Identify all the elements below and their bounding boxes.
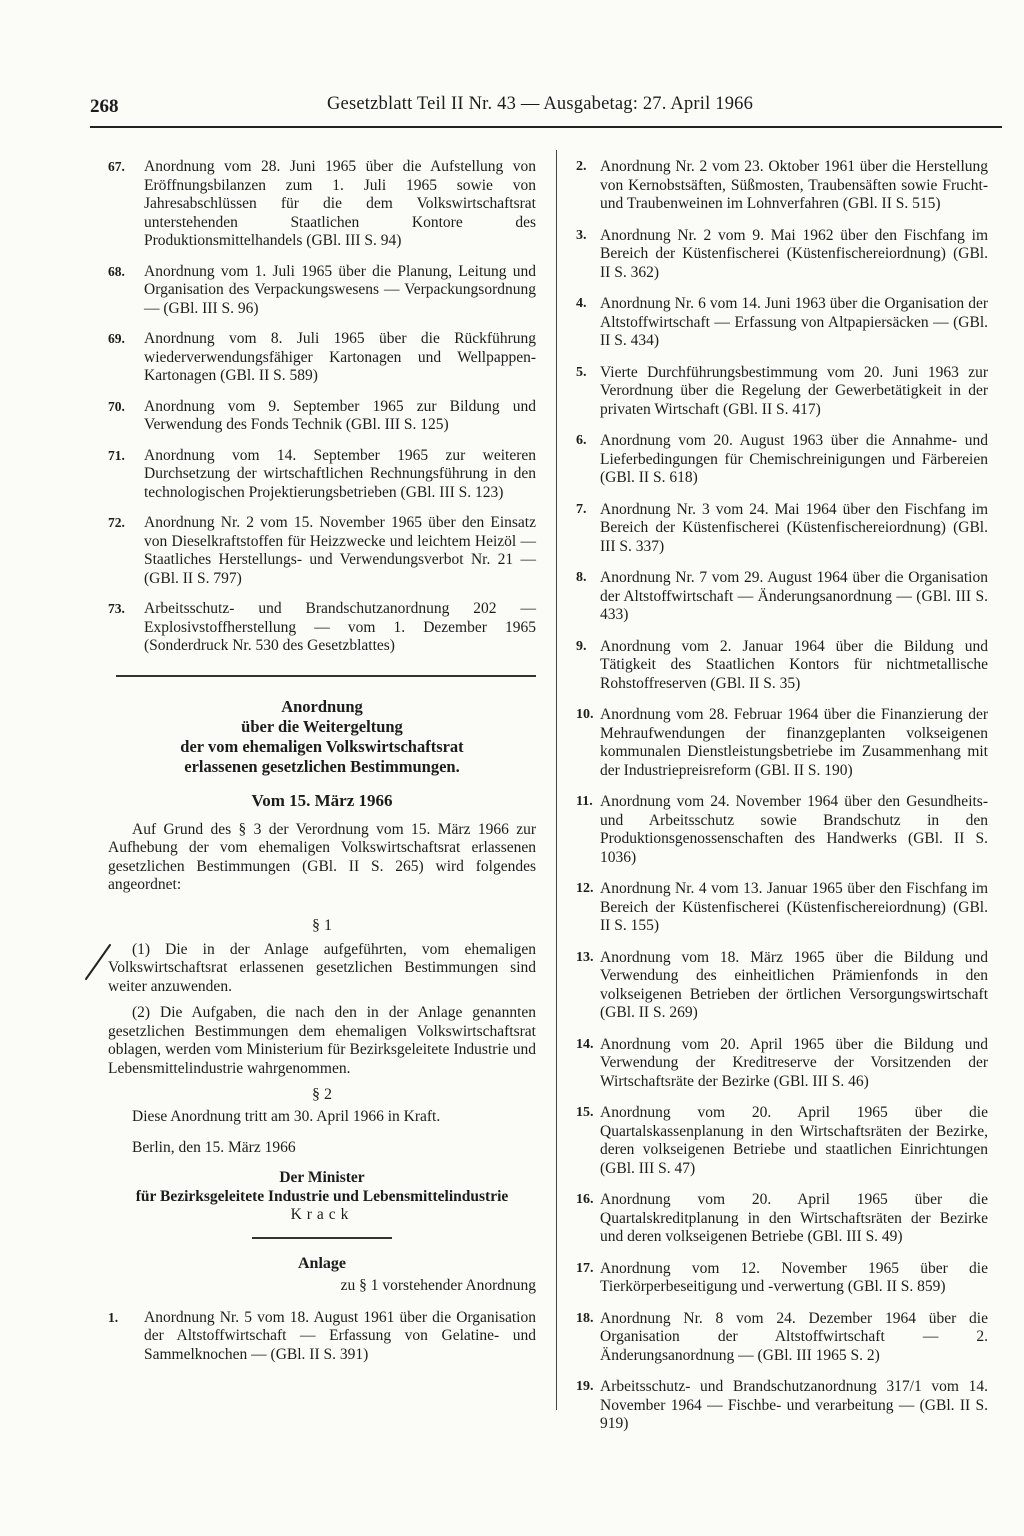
item-text: Anordnung vom 20. April 1965 über die Quartalskreditplanung in den Wirtschaftsräten der Bezirke und deren volkseigenen Betriebe (GBl. III S. 49) (600, 1191, 988, 1245)
section-heading: § 2 (312, 1086, 332, 1103)
item-text: Anordnung Nr. 8 vom 24. Dezember 1964 über die Organisation der Altstoffwirtschaft — 2. Änderungsanordnung — (GBl. III 1965 S. 2) (600, 1309, 988, 1364)
item-number: 17. (576, 1260, 594, 1276)
item-number: 14. (576, 1036, 594, 1052)
item-text: Anordnung vom 24. November 1964 über den Gesundheits- und Arbeitsschutz sowie Brandschutz in den Produktionsgenossenschaften des Handwerks (GBl. II S. 1036) (600, 793, 988, 866)
item-number: 12. (576, 881, 594, 896)
section1-paragraph1: (1) Die in der Anlage aufgeführten, vom ehemaligen Volkswirtschaftsrat erlassenen gesetzlichen Bestimmungen sind weiter anzuwenden. (108, 940, 536, 995)
list-item (108, 263, 536, 319)
item-text: Anordnung vom 28. Juni 1965 über die Aufstellung von Eröffnungsbilanzen zum 1. Juli 1965 sowie von Jahresabschlüssen für die dem Volkswirtschaftsrat unterstehenden Staatlichen Kontore des Produktionsmittelhandels (GBl. III S. 94) (144, 158, 536, 249)
column-divider (556, 150, 557, 1410)
item-number: 7. (576, 501, 587, 517)
item-number: 71. (108, 447, 125, 463)
item-number: 5. (576, 364, 587, 380)
list-item (576, 364, 988, 420)
list-item (576, 1378, 988, 1434)
list-item (576, 1036, 988, 1092)
section2-text: Diese Anordnung tritt am 30. April 1966 in Kraft. (132, 1108, 441, 1125)
item-text: Anordnung vom 1. Juli 1965 über die Planung, Leitung und Organisation des Verpackungswesens — Verpackungsordnung — (GBl. III S. 96) (144, 262, 536, 317)
item-text: Anordnung Nr. 2 vom 15. November 1965 über den Einsatz von Dieselkraftstoffen für Heizzwecke und leichtem Heizöl — Staatliches Herstellungs- und Verwendungsverbot Nr. 21 — (GBl. II S. 797) (144, 514, 536, 587)
item-number: 18. (576, 1310, 594, 1326)
list-item (576, 227, 988, 283)
section1-paragraph2: (2) Die Aufgaben, die nach den in der Anlage genannten gesetzlichen Bestimmungen dem ehemaligen Volkswirtschaftsrat oblagen, werden vom Ministerium für Bezirksgeleitete Industrie und Lebensmittelindustrie wahrgenommen. (108, 1004, 536, 1077)
list-item (576, 158, 988, 214)
decree-preamble: Auf Grund des § 3 der Verordnung vom 15. März 1966 zur Aufhebung der vom ehemaligen Volkswirtschaftsrat erlassenen gesetzlichen Bestimmungen (GBl. II S. 265) wird folgendes angeordnet: (108, 820, 536, 893)
item-text: Anordnung Nr. 5 vom 18. August 1961 über die Organisation der Altstoffwirtschaft — Erfassung von Gelatine- und Sammelknochen — (GBl. II S. 391) (144, 1308, 536, 1363)
item-number: 72. (108, 515, 125, 530)
item-text: Arbeitsschutz- und Brandschutzanordnung 202 — Explosivstoffherstellung — vom 1. Dezember 1965 (Sonderdruck Nr. 530 des Gesetzblattes) (144, 600, 536, 654)
anlage-title: Anlage (298, 1254, 346, 1272)
decree-title-line: der vom ehemaligen Volkswirtschaftsrat (180, 736, 464, 756)
list-item (576, 949, 988, 1023)
signature-block (108, 1169, 536, 1225)
signature-ministry: für Bezirksgeleitete Industrie und Lebensmittelindustrie (135, 1187, 509, 1205)
list-item (576, 880, 988, 936)
list-item (108, 447, 536, 503)
item-number: 2. (576, 159, 587, 174)
item-text: Anordnung vom 9. September 1965 zur Bildung und Verwendung des Fonds Technik (GBl. III S. 125) (144, 397, 536, 433)
item-number: 9. (576, 638, 587, 654)
left-column (108, 158, 536, 1376)
item-number: 11. (576, 794, 593, 809)
anlage-subtitle: zu § 1 vorstehender Anordnung (340, 1276, 536, 1294)
short-rule (252, 1237, 392, 1239)
item-text: Anordnung Nr. 4 vom 13. Januar 1965 über den Fischfang im Bereich der Küstenfischerei (Küstenfischereiordnung) (GBl. II S. 155) (600, 880, 988, 934)
item-number: 8. (576, 570, 587, 585)
list-item (576, 1310, 988, 1366)
item-text: Anordnung Nr. 2 vom 9. Mai 1962 über den Fischfang im Bereich der Küstenfischerei (Küstenfischereiordnung) (GBl. II S. 362) (600, 226, 988, 281)
item-number: 67. (108, 159, 125, 174)
list-item (108, 158, 536, 251)
list-item (576, 295, 988, 351)
item-number: 15. (576, 1105, 594, 1120)
item-text: Arbeitsschutz- und Brandschutzanordnung 317/1 vom 14. November 1964 — Fischbe- und verarbeitung — (GBl. II S. 919) (600, 1378, 988, 1432)
list-item (576, 1104, 988, 1178)
decree-title-line: über die Weitergeltung (241, 716, 403, 736)
decree-title-line: Anordnung (281, 696, 363, 716)
section-separator (116, 675, 536, 677)
list-item (576, 793, 988, 867)
item-number: 73. (108, 601, 125, 616)
list-item (576, 638, 988, 694)
item-text: Anordnung Nr. 3 vom 24. Mai 1964 über den Fischfang im Bereich der Küstenfischerei (Küstenfischereiordnung) (GBl. III S. 337) (600, 500, 988, 555)
signature-name: Krack (290, 1206, 354, 1223)
item-number: 68. (108, 263, 125, 279)
item-text: Anordnung vom 18. März 1965 über die Bildung und Verwendung des einheitlichen Prämienfonds in den volkseigenen Betrieben der örtlichen Versorgungswirtschaft (GBl. II S. 269) (600, 948, 988, 1021)
item-number: 16. (576, 1192, 594, 1207)
list-item (576, 569, 988, 625)
item-text: Anordnung vom 2. Januar 1964 über die Bildung und Tätigkeit des Staatlichen Kontors für nichtmetallische Rohstoffreserven (GBl. II S. 35) (600, 637, 988, 692)
item-text: Anordnung Nr. 2 vom 23. Oktober 1961 über die Herstellung von Kernobstsäften, Süßmosten, Traubensäften sowie Frucht- und Traubenweinen im Lohnverfahren (GBl. II S. 515) (600, 158, 988, 212)
item-text: Anordnung Nr. 6 vom 14. Juni 1963 über die Organisation der Altstoffwirtschaft — Erfassung von Altpapiersäcken — (GBl. II S. 434) (600, 295, 988, 349)
page-number: 268 (90, 96, 119, 117)
signature-title: Der Minister (279, 1169, 365, 1186)
list-item (108, 330, 536, 386)
item-number: 13. (576, 949, 594, 965)
place-date: Berlin, den 15. März 1966 (132, 1138, 296, 1156)
running-title: Gesetzblatt Teil II Nr. 43 — Ausgabetag: 27. April 1966 (327, 94, 754, 114)
item-text: Anordnung vom 8. Juli 1965 über die Rückführung wiederverwendungsfähiger Kartonagen und Wellpappen-Kartonagen (GBl. II S. 589) (144, 330, 536, 384)
item-text: Anordnung vom 12. November 1965 über die Tierkörperbeseitigung und -verwertung (GBl. II S. 859) (600, 1259, 988, 1295)
item-text: Anordnung vom 14. September 1965 zur weiteren Durchsetzung der wirtschaftlichen Rechnungsführung in den technologischen Projektierungsbetrieben (GBl. III S. 123) (144, 446, 536, 501)
decree-title (108, 697, 536, 777)
item-text: Anordnung vom 20. August 1963 über die Annahme- und Lieferbedingungen für Chemischreinigungen und Färbereien (GBl. II S. 618) (600, 432, 988, 486)
section-heading: § 1 (312, 916, 332, 934)
item-number: 70. (108, 398, 125, 414)
list-item (576, 432, 988, 488)
list-item (576, 1191, 988, 1247)
item-number: 10. (576, 707, 594, 722)
item-text: Anordnung vom 20. April 1965 über die Bildung und Verwendung der Kreditreserve der Vorsitzenden der Wirtschaftsräte der Bezirke (GBl. III S. 46) (600, 1035, 988, 1090)
item-text: Anordnung Nr. 7 vom 29. August 1964 über die Organisation der Altstoffwirtschaft — Änderungsanordnung — (GBl. III S. 433) (600, 569, 988, 623)
list-item (108, 398, 536, 435)
decree-date: Vom 15. März 1966 (251, 790, 393, 810)
decree (108, 697, 536, 1365)
list-item (108, 600, 536, 656)
left-entry-list (108, 158, 536, 656)
item-number: 69. (108, 331, 125, 346)
list-item (108, 1309, 536, 1365)
item-number: 1. (108, 1309, 119, 1325)
decree-title-line: erlassenen gesetzlichen Bestimmungen. (184, 756, 460, 776)
right-entry-list (576, 158, 988, 1434)
list-item (576, 1260, 988, 1297)
item-number: 19. (576, 1379, 594, 1394)
list-item (108, 514, 536, 588)
list-item (576, 501, 988, 557)
item-text: Vierte Durchführungsbestimmung vom 20. Juni 1963 zur Verordnung über die Regelung der Gewerbetätigkeit in der privaten Wirtschaft (GBl. II S. 417) (600, 363, 988, 418)
item-text: Anordnung vom 20. April 1965 über die Quartalskassenplanung in den Wirtschaftsräten der Bezirke, deren volkseigenen Betriebe und staatlichen Einrichtungen (GBl. III S. 47) (600, 1104, 988, 1177)
list-item (576, 706, 988, 780)
right-column (576, 158, 988, 1447)
page-header (90, 90, 1002, 128)
item-number: 4. (576, 296, 587, 311)
item-number: 3. (576, 227, 587, 243)
anlage-entry-list (108, 1309, 536, 1365)
item-number: 6. (576, 433, 587, 448)
item-text: Anordnung vom 28. Februar 1964 über die Finanzierung der Mehraufwendungen der finanzgeplanten volkseigenen kommunalen Dienstleistungsbetriebe im Zusammenhang mit der Industriepreisreform (GBl. II S. 190) (600, 706, 988, 779)
